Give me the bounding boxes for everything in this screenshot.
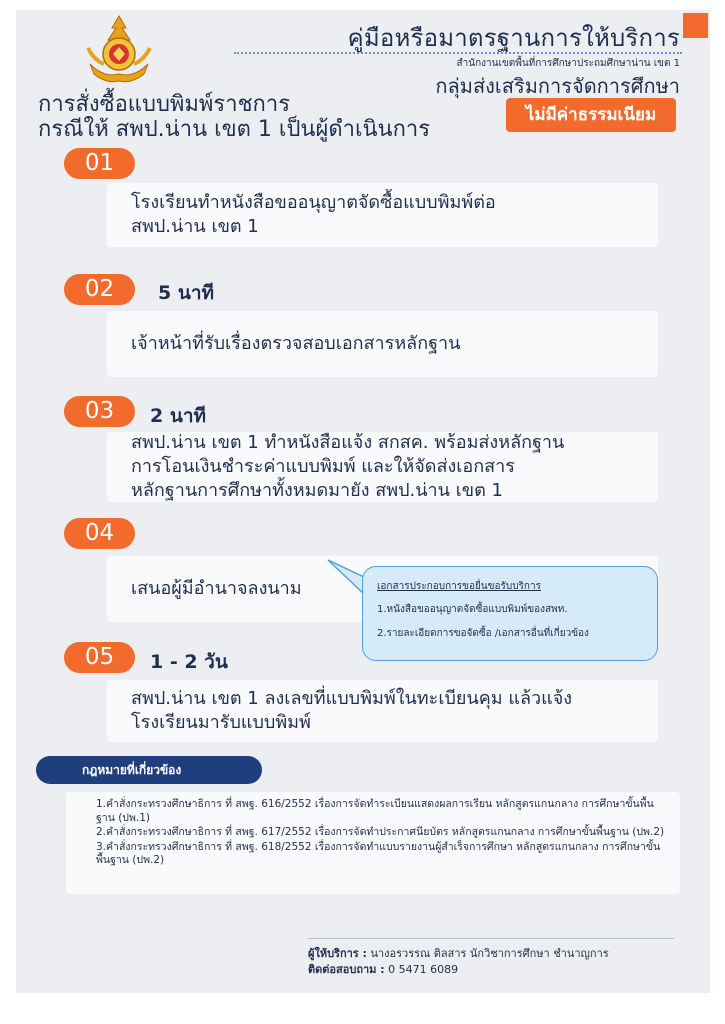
callout-item-1: 1.หนังสือขออนุญาตจัดซื้อแบบพิมพ์ของสพท.	[377, 604, 568, 615]
step-box-05	[107, 680, 658, 742]
step-time-05: 1 - 2 วัน	[150, 651, 228, 673]
law-item-1: 1.คำสั่งกระทรวงศึกษาธิการ ที่ สพฐ. 616/2552 เรื่องการจัดทำระเบียนแสดงผลการเรียน หลักสูตรแกนกลาง การศึกษาขั้นพื้นฐาน (ปพ.1)	[96, 798, 654, 824]
step-03-line3: หลักฐานการศึกษาทั้งหมดมายัง สพป.น่าน เขต 1	[131, 480, 503, 501]
step-number-01: 01	[64, 148, 135, 179]
fee-badge: ไม่มีค่าธรรมเนียม	[506, 98, 676, 132]
footer-contact	[308, 946, 609, 978]
provider-value: นางอรวรรณ ติลสาร นักวิชาการศึกษา ชำนาญการ	[370, 947, 609, 960]
related-laws-box	[66, 792, 680, 894]
step-time-03: 2 นาที	[150, 405, 207, 427]
callout-item-2: 2.รายละเอียดการขอจัดซื้อ /เอกสารอื่นที่เกี่ยวข้อง	[377, 628, 589, 639]
step-number-02: 02	[64, 274, 135, 305]
office-name: สำนักงานเขตพื้นที่การศึกษาประถมศึกษาน่าน เขต 1	[456, 58, 680, 69]
obec-emblem-logo	[84, 14, 154, 86]
step-number-04: 04	[64, 518, 135, 549]
manual-title: คู่มือหรือมาตรฐานการให้บริการ	[347, 24, 680, 52]
service-title-line1: การสั่งซื้อแบบพิมพ์ราชการ	[38, 92, 291, 117]
service-title	[38, 92, 430, 142]
step-number-03: 03	[64, 396, 135, 427]
law-item-3: 3.คำสั่งกระทรวงศึกษาธิการ ที่ สพฐ. 618/2552 เรื่องการจัดทำแบบรายงานผู้สำเร็จการศึกษา หลักสูตรแกนกลาง การศึกษาขั้นพื้นฐาน (ปพ.2)	[96, 840, 661, 866]
step-04-line1: เสนอผู้มีอำนาจลงนาม	[131, 578, 302, 599]
step-05-line2: โรงเรียนมารับแบบพิมพ์	[131, 712, 311, 733]
required-documents-callout	[362, 566, 658, 661]
step-time-02: 5 นาที	[158, 282, 215, 304]
service-title-line2: กรณีให้ สพป.น่าน เขต 1 เป็นผู้ดำเนินการ	[38, 117, 431, 142]
callout-title: เอกสารประกอบการขอยื่นขอรับบริการ	[377, 581, 541, 592]
step-box-02	[107, 311, 658, 377]
header-divider	[234, 52, 682, 54]
contact-value: 0 5471 6089	[388, 963, 459, 976]
step-box-03	[107, 432, 658, 502]
law-item-2: 2.คำสั่งกระทรวงศึกษาธิการ ที่ สพฐ. 617/2552 เรื่องการจัดทำประกาศนียบัตร หลักสูตรแกนกลาง การศึกษาขั้นพื้นฐาน (ปพ.2)	[96, 826, 665, 838]
related-laws-heading: กฎหมายที่เกี่ยวข้อง	[36, 756, 262, 784]
step-box-01	[107, 183, 658, 247]
step-03-line1: สพป.น่าน เขต 1 ทำหนังสือแจ้ง สกสค. พร้อมส่งหลักฐาน	[131, 432, 565, 453]
step-number-05: 05	[64, 642, 135, 673]
step-01-line2: สพป.น่าน เขต 1	[131, 216, 259, 237]
provider-label: ผู้ให้บริการ :	[308, 947, 367, 960]
step-02-line1: เจ้าหน้าที่รับเรื่องตรวจสอบเอกสารหลักฐาน	[131, 333, 461, 354]
footer-divider	[308, 938, 674, 939]
step-05-line1: สพป.น่าน เขต 1 ลงเลขที่แบบพิมพ์ในทะเบียนคุม แล้วแจ้ง	[131, 688, 573, 709]
corner-accent	[683, 13, 708, 38]
contact-label: ติดต่อสอบถาม :	[308, 963, 385, 976]
group-name: กลุ่มส่งเสริมการจัดการศึกษา	[435, 74, 680, 98]
step-03-line2: การโอนเงินชำระค่าแบบพิมพ์ และให้จัดส่งเอกสาร	[131, 456, 515, 477]
step-01-line1: โรงเรียนทำหนังสือขออนุญาตจัดซื้อแบบพิมพ์ต่อ	[131, 192, 496, 213]
